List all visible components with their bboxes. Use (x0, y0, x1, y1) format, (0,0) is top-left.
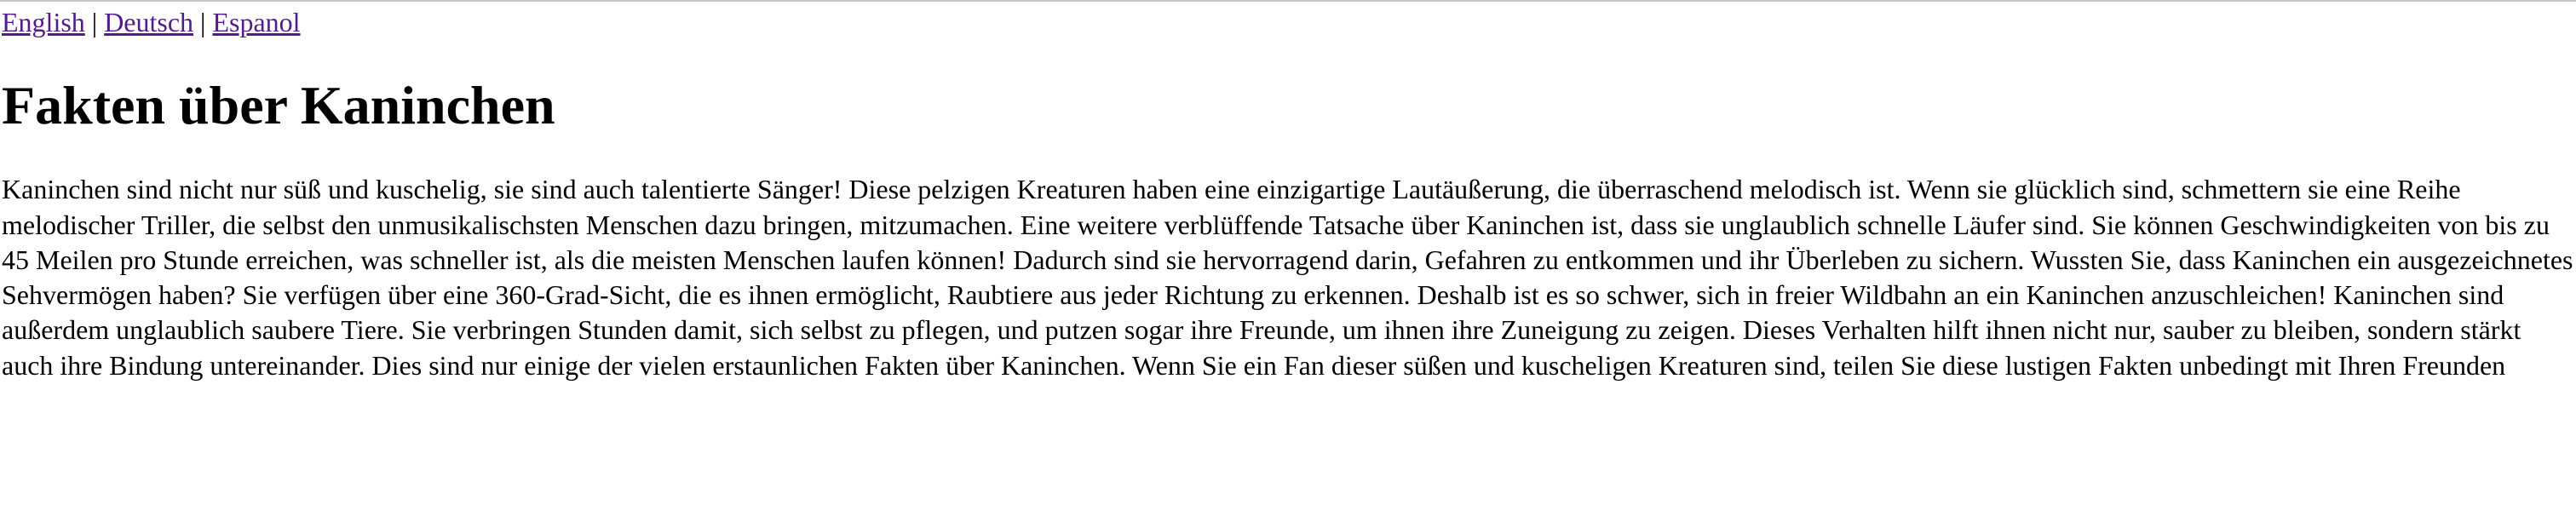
article-paragraph: Kaninchen sind nicht nur süß und kuschelig, sie sind auch talentierte Sänger! Diese pelzigen Kreaturen haben eine einzigartige Lautäußerung, die überraschend melodisch ist. Wenn sie glücklich sind, schmettern sie eine Reihe melodischer Triller, die selbst den unmusikalischsten Menschen dazu bringen, mitzumachen. Eine weitere verblüffende Tatsache über Kaninchen ist, dass sie unglaublich schnelle Läufer sind. Sie können Geschwindigkeiten von bis zu 45 Meilen pro Stunde erreichen, was schneller ist, als die meisten Menschen laufen können! Dadurch sind sie hervorragend darin, Gefahren zu entkommen und ihr Überleben zu sichern. Wussten Sie, dass Kaninchen ein ausgezeichnetes Sehvermögen haben? Sie verfügen über eine 360-Grad-Sicht, die es ihnen ermöglicht, Raubtiere aus jeder Richtung zu erkennen. Deshalb ist es so schwer, sich in freier Wildbahn an ein Kaninchen anzuschleichen! Kaninchen sind außerdem unglaublich saubere Tiere. Sie verbringen Stunden damit, sich selbst zu pflegen, und putzen sogar ihre Freunde, um ihnen ihre Zuneigung zu zeigen. Dieses Verhalten hilft ihnen nicht nur, sauber zu bleiben, sondern stärkt auch ihre Bindung untereinander. Dies sind nur einige der vielen erstaunlichen Fakten über Kaninchen. Wenn Sie ein Fan dieser süßen und kuscheligen Kreaturen sind, teilen Sie diese lustigen Fakten unbedingt mit Ihren Freunden (2, 174, 2573, 381)
language-separator: | (84, 7, 105, 37)
language-link-english[interactable]: English (2, 7, 85, 37)
language-switcher (2, 7, 2574, 38)
language-link-deutsch[interactable]: Deutsch (104, 7, 194, 37)
page-title: Fakten über Kaninchen (2, 74, 555, 135)
language-link-espanol[interactable]: Espanol (212, 7, 301, 37)
language-separator: | (193, 7, 213, 37)
